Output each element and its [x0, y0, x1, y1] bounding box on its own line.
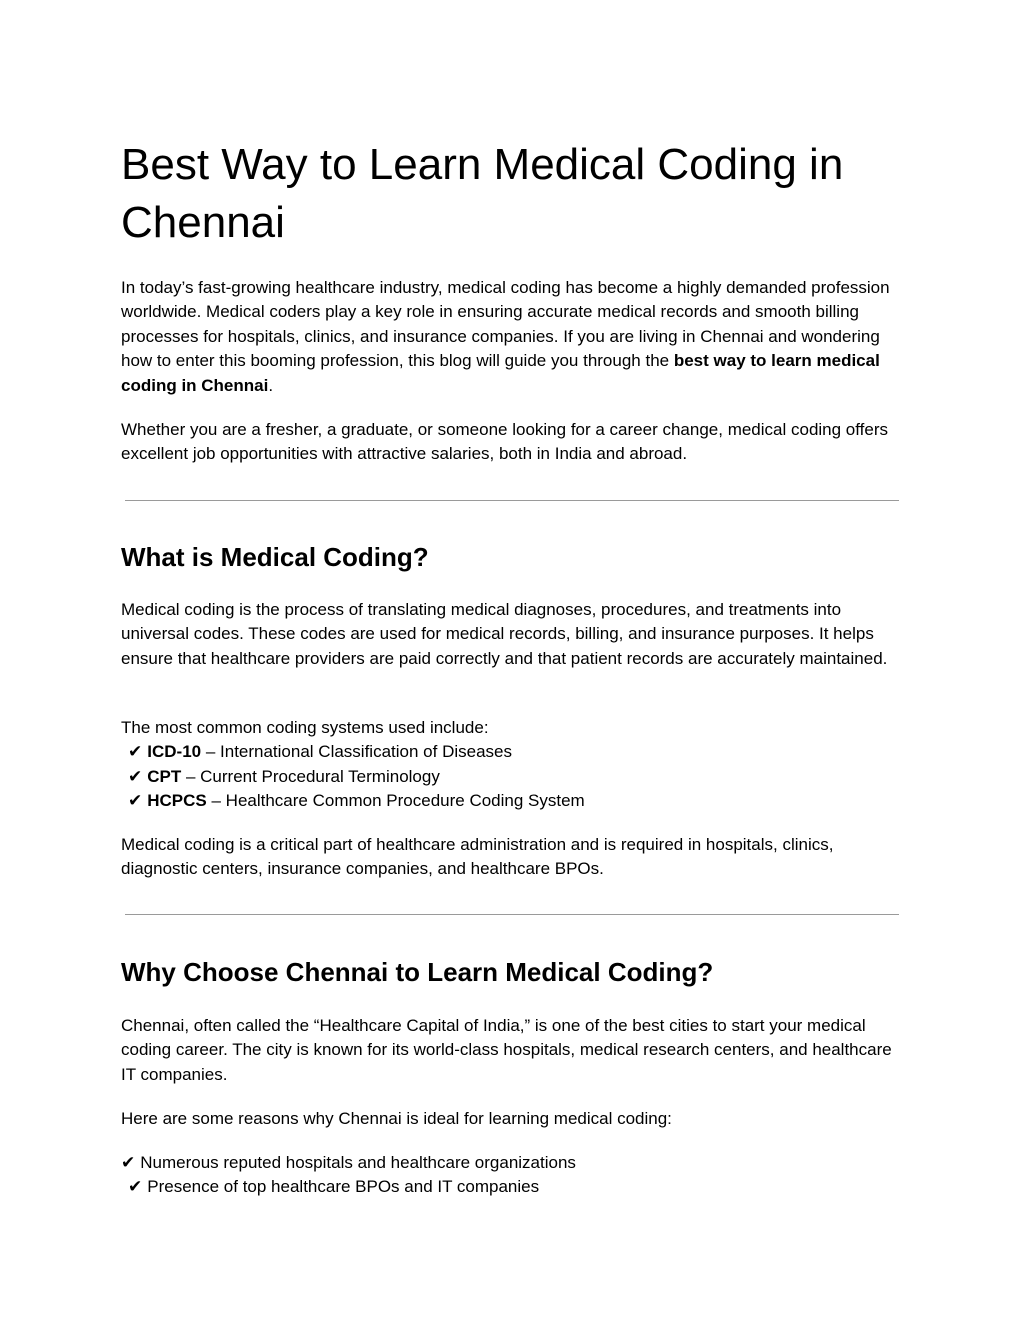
what-is-paragraph: Medical coding is the process of translating medical diagnoses, procedures, and treatments into universal codes. These codes are used for medical records, billing, and insurance purposes. It helps ensure that healthcare providers are paid correctly and that patient records are accurately maintained.: [121, 600, 888, 668]
section-heading-why-chennai: Why Choose Chennai to Learn Medical Coding?: [121, 957, 714, 987]
code-description: – Current Procedural Terminology: [181, 766, 440, 786]
coding-systems-list: [121, 740, 906, 813]
code-name: CPT: [147, 766, 182, 786]
critical-part-paragraph: Medical coding is a critical part of healthcare administration and is required in hospitals, clinics, diagnostic centers, insurance companies, and healthcare BPOs.: [121, 835, 834, 879]
intro-paragraph-2: Whether you are a fresher, a graduate, or someone looking for a career change, medical coding offers excellent job opportunities with attractive salaries, both in India and abroad.: [121, 420, 889, 464]
list-item: [121, 740, 906, 764]
list-item: [121, 1151, 906, 1175]
reasons-list: [121, 1151, 906, 1200]
intro-period: .: [268, 375, 274, 395]
intro-bold-phrase: best way to learn medical coding in Chennai: [121, 351, 880, 395]
checkmark-icon: ✔: [128, 742, 143, 762]
checkmark-icon: ✔: [121, 1153, 136, 1172]
checkmark-icon: ✔: [128, 1177, 143, 1197]
list-item: [121, 765, 906, 789]
section-heading-what-is: What is Medical Coding?: [121, 542, 429, 572]
code-description: – Healthcare Common Procedure Coding System: [206, 791, 585, 811]
intro-paragraph-1: [121, 276, 906, 398]
code-name: HCPCS: [147, 791, 207, 811]
reasons-intro-paragraph: Here are some reasons why Chennai is ideal for learning medical coding:: [121, 1109, 672, 1128]
code-description: – International Classification of Diseases: [201, 742, 512, 762]
reason-text: Numerous reputed hospitals and healthcare organizations: [140, 1153, 576, 1172]
page-title: Best Way to Learn Medical Coding in Chennai: [121, 140, 844, 247]
checkmark-icon: ✔: [128, 791, 143, 811]
coding-systems-intro: The most common coding systems used include:: [121, 718, 489, 737]
section-divider: [125, 500, 899, 501]
checkmark-icon: ✔: [128, 766, 143, 786]
list-item: [121, 789, 906, 813]
list-item: [121, 1175, 906, 1199]
chennai-paragraph: Chennai, often called the “Healthcare Capital of India,” is one of the best cities to start your medical coding career. The city is known for its world-class hospitals, medical research centers, and healthcare IT companies.: [121, 1016, 892, 1084]
coding-systems-block: [121, 716, 906, 814]
code-name: ICD-10: [147, 742, 202, 762]
intro-text: In today’s fast-growing healthcare industry, medical coding has become a highly demanded profession worldwide. Medical coders play a key role in ensuring accurate medical records and smooth billing processes for hospitals, clinics, and insurance companies. If you are living in Chennai and wondering how to enter this booming profession, this blog will guide you through the: [121, 278, 890, 371]
section-divider: [125, 914, 899, 915]
reason-text: Presence of top healthcare BPOs and IT companies: [147, 1177, 540, 1197]
